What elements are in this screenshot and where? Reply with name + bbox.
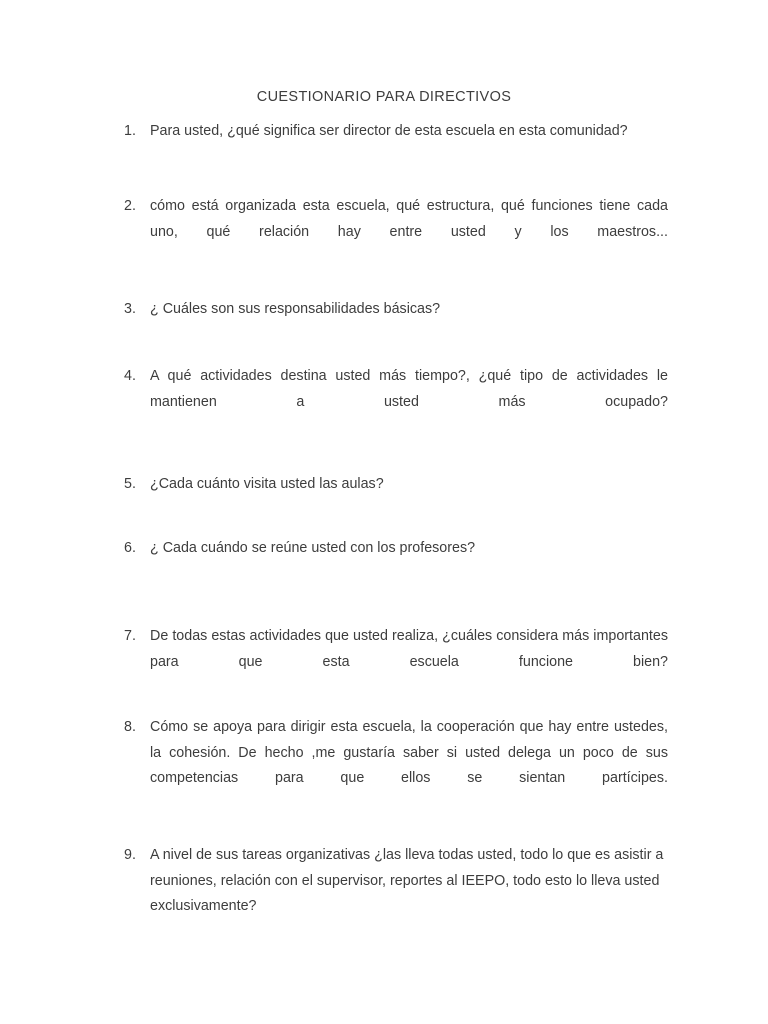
question-number-4: 4. bbox=[124, 368, 136, 384]
question-number-2: 2. bbox=[124, 198, 136, 214]
question-number-8: 8. bbox=[124, 719, 136, 735]
question-text-4: A qué actividades destina usted más tiempo?, ¿qué tipo de actividades le mantienen a usted más ocupado? bbox=[150, 368, 668, 410]
question-item-8 bbox=[124, 715, 668, 817]
question-number-7: 7. bbox=[124, 628, 136, 644]
question-text-3: ¿ Cuáles son sus responsabilidades básicas? bbox=[150, 301, 441, 317]
question-text-2: cómo está organizada esta escuela, qué estructura, qué funciones tiene cada uno, qué relación hay entre usted y los maestros... bbox=[150, 198, 668, 240]
question-text-8: Cómo se apoya para dirigir esta escuela, la cooperación que hay entre ustedes, la cohesión. De hecho ,me gustaría saber si usted delega un poco de sus competencias para que ellos se sientan partícipes. bbox=[150, 719, 668, 786]
question-item-3 bbox=[124, 297, 668, 323]
question-text-1: Para usted, ¿qué significa ser director de esta escuela en esta comunidad? bbox=[150, 123, 628, 139]
question-item-4 bbox=[124, 364, 668, 441]
question-item-6 bbox=[124, 536, 668, 562]
question-text-5: ¿Cada cuánto visita usted las aulas? bbox=[150, 476, 384, 492]
question-number-3: 3. bbox=[124, 301, 136, 317]
question-item-2 bbox=[124, 194, 668, 271]
question-text-6: ¿ Cada cuándo se reúne usted con los profesores? bbox=[150, 540, 476, 556]
question-number-9: 9. bbox=[124, 847, 136, 863]
question-item-5 bbox=[124, 472, 668, 498]
question-item-7 bbox=[124, 624, 668, 701]
question-item-1 bbox=[124, 119, 668, 145]
question-number-6: 6. bbox=[124, 540, 136, 556]
question-number-1: 1. bbox=[124, 123, 136, 139]
page-title: CUESTIONARIO PARA DIRECTIVOS bbox=[256, 89, 512, 105]
question-item-9 bbox=[124, 843, 668, 920]
question-text-7: De todas estas actividades que usted realiza, ¿cuáles considera más importantes para que esta escuela funcione bien? bbox=[150, 628, 668, 670]
question-number-5: 5. bbox=[124, 476, 136, 492]
question-text-9: A nivel de sus tareas organizativas ¿las lleva todas usted, todo lo que es asistir a reuniones, relación con el supervisor, reportes al IEEPO, todo esto lo lleva usted exclusivamente? bbox=[150, 847, 664, 914]
